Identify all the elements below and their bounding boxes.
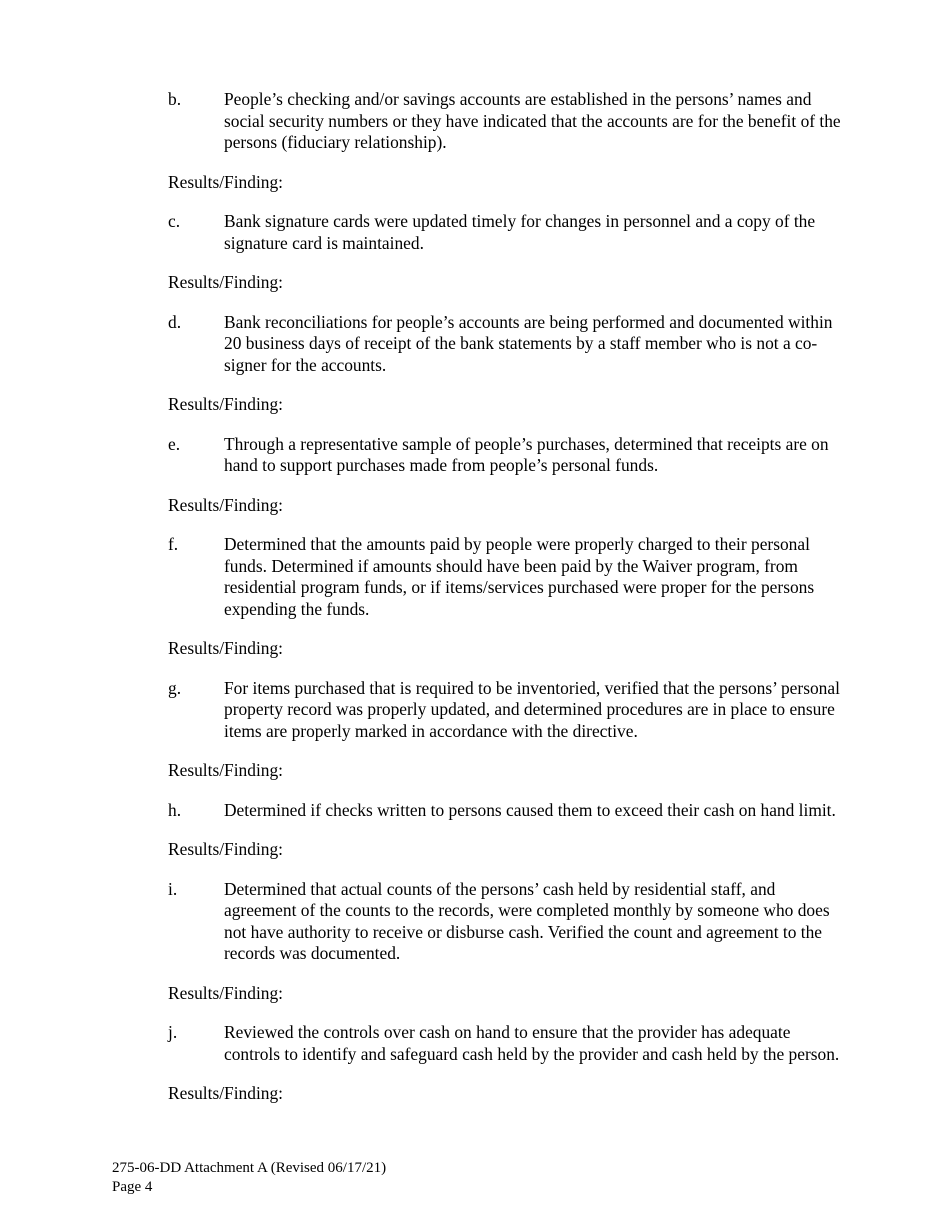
- item-letter: g.: [168, 677, 182, 698]
- results-finding-label: Results/Finding:: [168, 394, 283, 414]
- results-finding-label: Results/Finding:: [168, 839, 283, 859]
- item-text: Reviewed the controls over cash on hand to ensure that the provider has adequate controls to identify and safeguard cash held by the provider and cash held by the person.: [224, 1022, 840, 1064]
- checklist-item-e: [168, 434, 848, 477]
- checklist-item-c: [168, 211, 848, 254]
- page-footer: [112, 1159, 386, 1197]
- results-finding-label: Results/Finding:: [168, 982, 283, 1003]
- footer-page-number: Page 4: [112, 1179, 153, 1195]
- document-body: [168, 89, 848, 1123]
- item-text: Through a representative sample of people’s purchases, determined that receipts are on hand to support purchases made from people’s personal funds.: [224, 433, 829, 475]
- checklist-item-i: [168, 879, 848, 965]
- results-finding-label: Results/Finding:: [168, 638, 283, 658]
- item-letter: e.: [168, 433, 181, 454]
- item-text: People’s checking and/or savings accounts are established in the persons’ names and social security numbers or they have indicated that the accounts are for the benefit of the persons (fiduciary relationship).: [224, 89, 841, 152]
- checklist-item-j: [168, 1022, 848, 1065]
- checklist-item-d: [168, 312, 848, 377]
- results-finding-label: Results/Finding:: [168, 171, 283, 192]
- item-letter: c.: [168, 211, 181, 231]
- checklist-item-f: [168, 534, 848, 620]
- item-text: For items purchased that is required to be inventoried, verified that the persons’ personal property record was properly updated, and determined procedures are in place to ensure items are properly marked in accordance with the directive.: [224, 677, 840, 741]
- item-letter: i.: [168, 878, 178, 899]
- item-text: Determined that the amounts paid by people were properly charged to their personal funds. Determined if amounts should have been paid by the Waiver program, from residential program funds, or if items/services purchased were proper for the persons expending the funds.: [224, 534, 815, 619]
- item-text: Determined that actual counts of the persons’ cash held by residential staff, and agreement of the counts to the records, were completed monthly by someone who does not have authority to receive or disburse cash. Verified the count and agreement to the records was documented.: [224, 878, 830, 963]
- item-letter: b.: [168, 89, 182, 109]
- checklist-item-h: [168, 800, 848, 822]
- item-text: Determined if checks written to persons caused them to exceed their cash on hand limit.: [224, 799, 836, 820]
- footer-document-id: 275-06-DD Attachment A (Revised 06/17/21): [112, 1160, 387, 1176]
- item-letter: j.: [168, 1022, 178, 1042]
- item-letter: h.: [168, 799, 182, 820]
- item-text: Bank signature cards were updated timely for changes in personnel and a copy of the signature card is maintained.: [224, 211, 816, 253]
- checklist-item-b: [168, 89, 848, 154]
- item-letter: d.: [168, 311, 182, 332]
- results-finding-label: Results/Finding:: [168, 272, 283, 292]
- checklist-item-g: [168, 678, 848, 743]
- results-finding-label: Results/Finding:: [168, 494, 283, 515]
- item-letter: f.: [168, 534, 179, 554]
- results-finding-label: Results/Finding:: [168, 1083, 283, 1103]
- results-finding-label: Results/Finding:: [168, 760, 283, 780]
- item-text: Bank reconciliations for people’s accounts are being performed and documented within 20 business days of receipt of the bank statements by a staff member who is not a co-signer for the accounts.: [224, 311, 833, 375]
